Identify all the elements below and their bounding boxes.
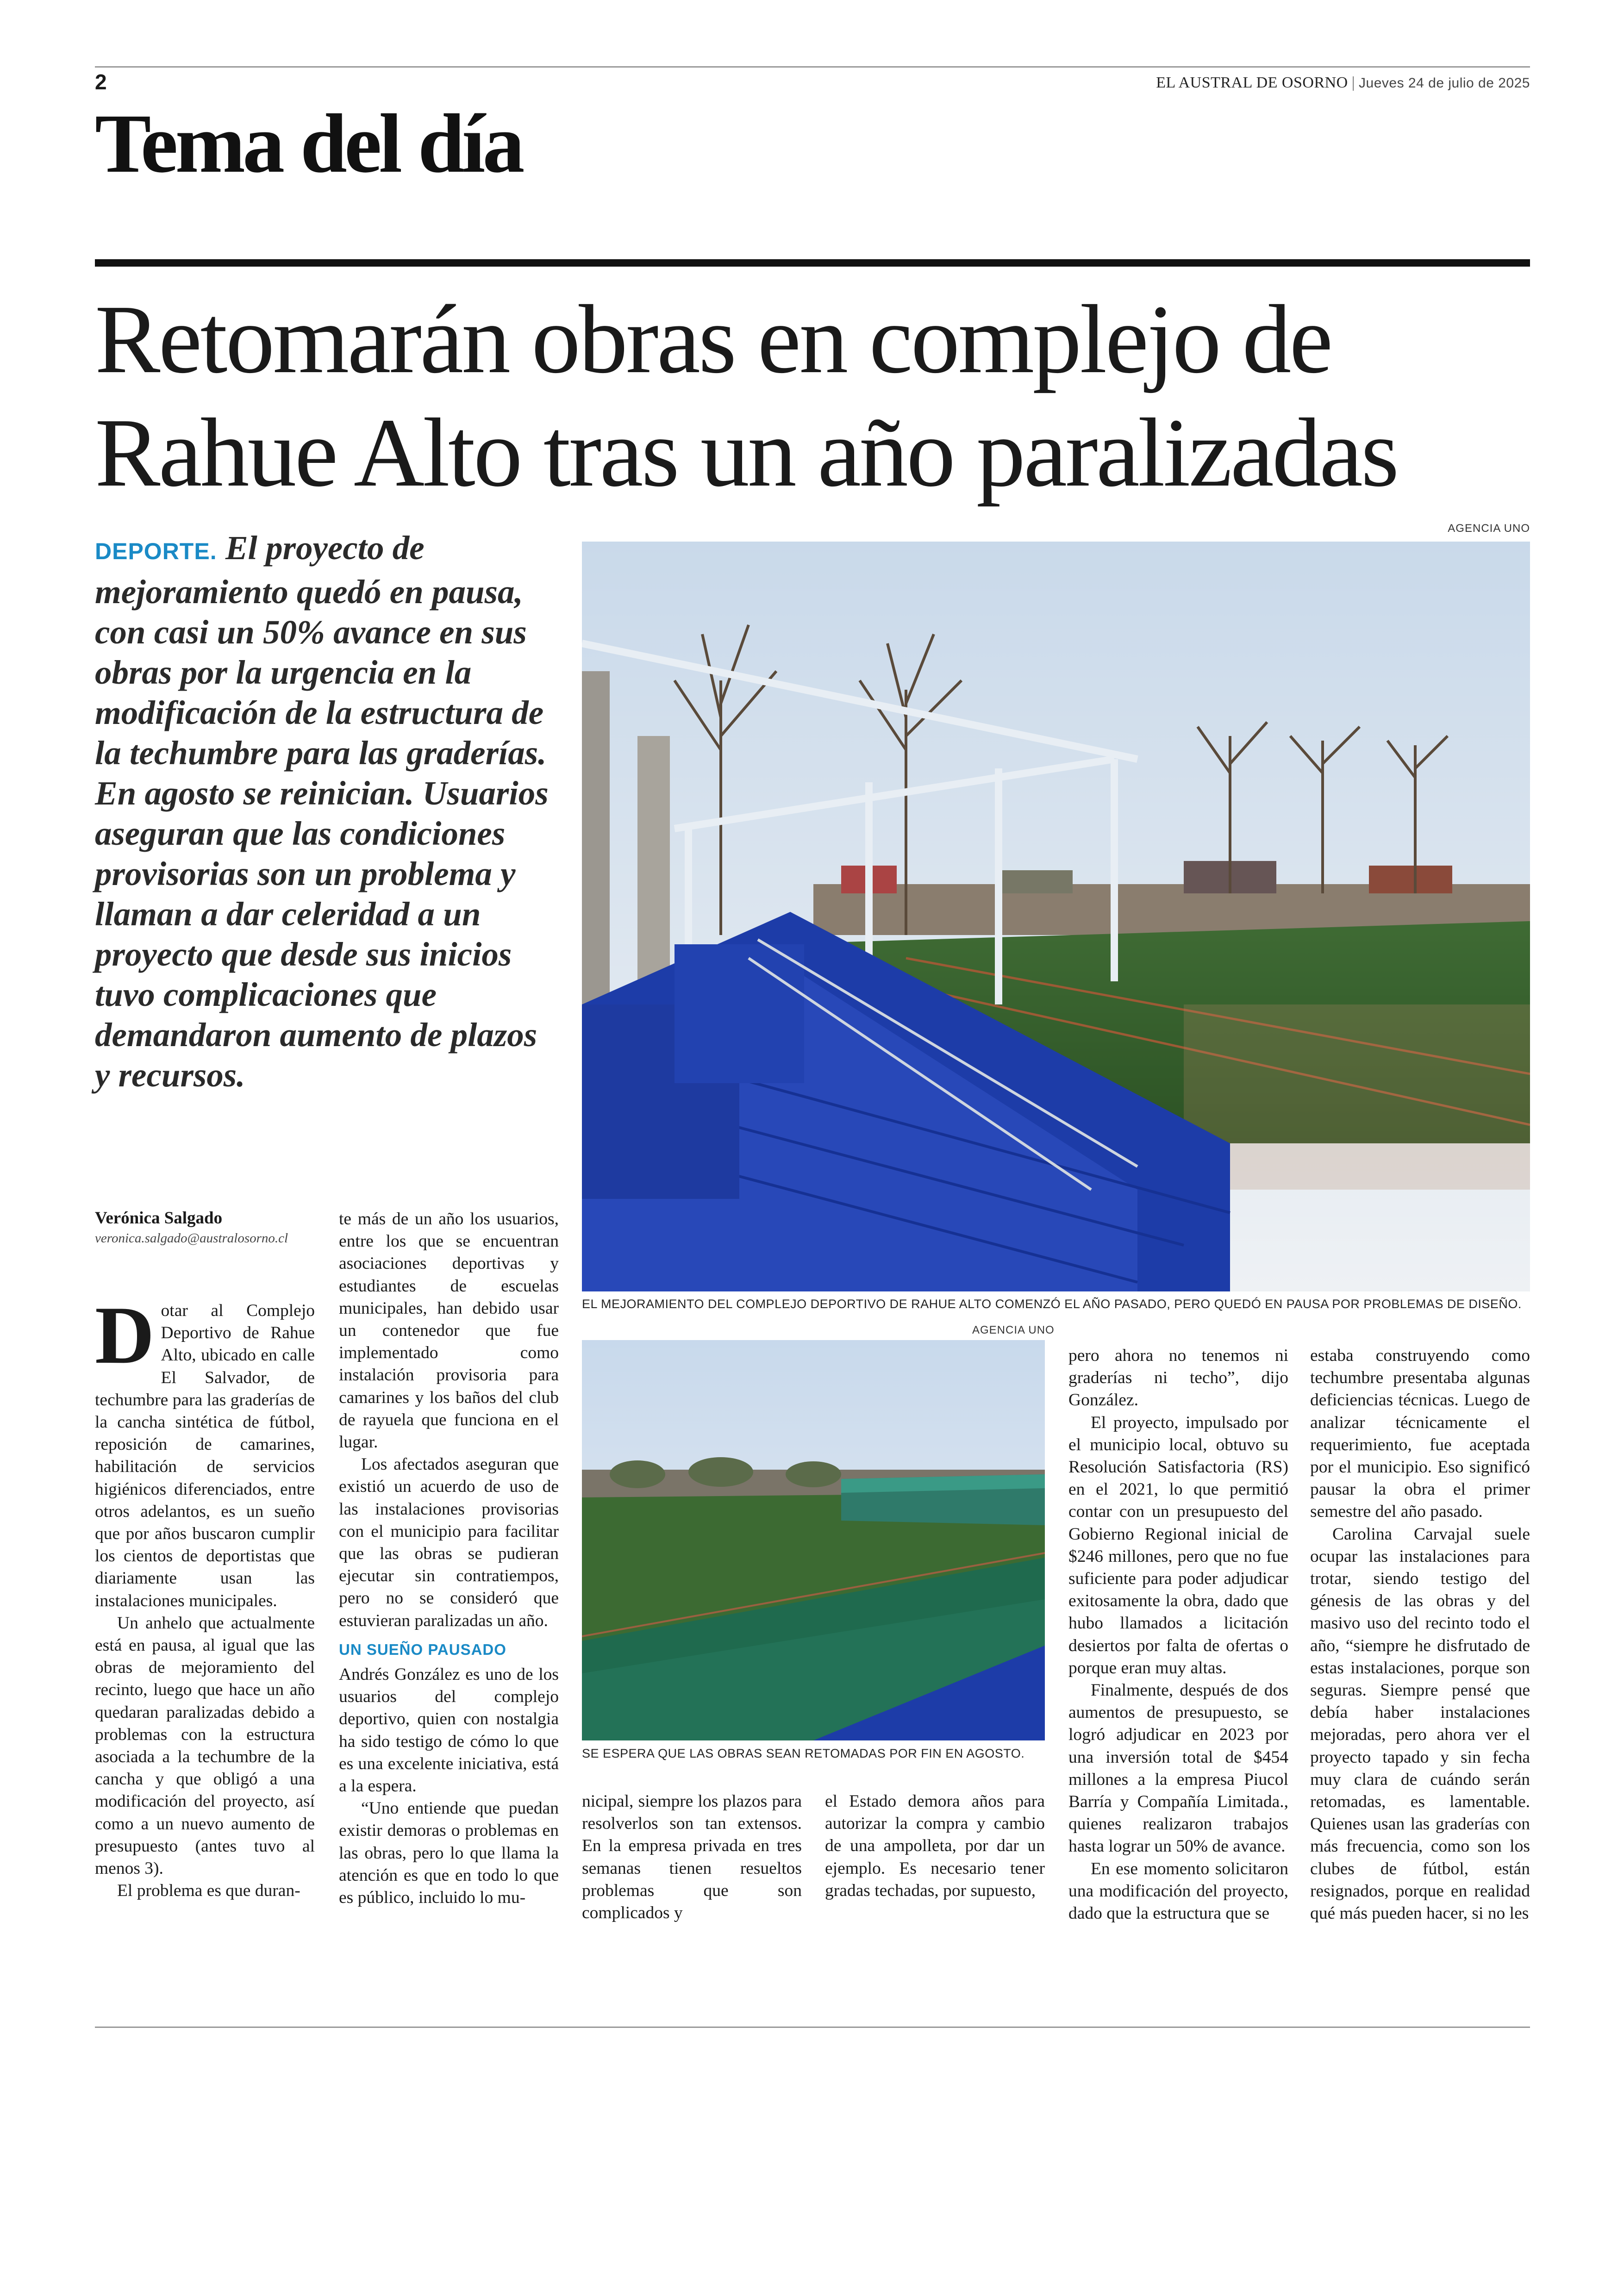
article-column-5: [1068, 1345, 1288, 1925]
article-paragraph: El proyecto, impulsado por el municipio local, obtuvo su Resolución Satisfactoria (RS) en el 2021, lo que permitió contar con un presupuesto del Gobierno Regional inicial de $246 millones, pero que no fue suficiente para poder adjudicar exitosamente la obra, dado que hubo llamados a licitación desiertos por falta de ofertas o porque eran muy altas.: [1068, 1413, 1288, 1678]
article-column-6: [1310, 1345, 1530, 1925]
lead-text: El proyecto de mejoramiento quedó en pausa, con casi un 50% avance en sus obras por la urgencia en la modificación de la estructura de la techumbre para las graderías. En agosto se reinician. Usuarios aseguran que las condiciones provisorias son un problema y llaman a dar celeridad a un proyecto que desde sus inicios tuvo complicaciones que demandaron aumento de plazos y recursos.: [95, 529, 549, 1094]
section-title: Tema del día: [95, 97, 522, 190]
byline: [95, 1208, 317, 1246]
article-paragraph: En ese momento solicitaron una modificación del proyecto, dado que la estructura que se: [1068, 1859, 1288, 1923]
top-rule: [95, 66, 1530, 68]
publication-name: EL AUSTRAL DE OSORNO: [1156, 74, 1348, 91]
article-paragraph: el Estado demora años para autorizar la compra y cambio de una ampolleta, por dar un ejemplo. Es necesario tener gradas techadas, por supuesto,: [825, 1792, 1045, 1900]
second-photo-credit: AGENCIA UNO: [972, 1324, 1055, 1336]
article-paragraph: estaba construyendo como techumbre presentaba algunas deficiencias técnicas. Luego de analizar técnicamente el requerimiento, fue aceptada por el municipio. Eso significó pausar la obra el primer semestre del año pasado.: [1310, 1346, 1530, 1522]
article-column-3: [582, 1790, 802, 1924]
main-photo-caption: EL MEJORAMIENTO DEL COMPLEJO DEPORTIVO DE RAHUE ALTO COMENZÓ EL AÑO PASADO, PERO QUEDÓ EN PAUSA POR PROBLEMAS DE DISEÑO.: [582, 1297, 1522, 1311]
article-paragraph: Los afectados aseguran que existió un acuerdo de uso de las instalaciones provisorias con el municipio para facilitar que las obras se pudieran ejecutar sin contratiempos, pero no se consideró que estuvieran paralizadas un año.: [339, 1455, 559, 1630]
masthead-separator: |: [1351, 74, 1355, 91]
article-paragraph: Finalmente, después de dos aumentos de presupuesto, se logró adjudicar en 2023 por una inversión total de $454 millones a la empresa Piucol Barría y Compañía Limitada., quienes realizaron trabajos hasta lograr un 50% de avance.: [1068, 1681, 1288, 1856]
main-photo: [582, 542, 1530, 1291]
field-view-illustration: [582, 1340, 1045, 1740]
lead-kicker: DEPORTE.: [95, 538, 217, 564]
article-paragraph: te más de un año los usuarios, entre los que se encuentran asociaciones deportivas y estudiantes de escuelas municipales, han debido usar un contenedor que fue implementado como instalación provisoria para camarines y los baños del club de rayuela que funciona en el lugar.: [339, 1210, 559, 1452]
lead-paragraph: [95, 528, 558, 1095]
article-paragraph: Carolina Carvajal suele ocupar las instalaciones para trotar, siendo testigo del génesis de las obras y del masivo uso del recinto todo el año, “siempre he disfrutado de estas instalaciones, porque son seguras. Siempre pensé que debía haber instalaciones mejoradas, pero ahora ver el proyecto tapado y sin fecha muy clara de cuándo serán retomadas, es lamentable. Quienes usan las graderías con más frecuencia, como son los clubes de fútbol, están resignados, porque en realidad qué más pueden hacer, si no les: [1310, 1524, 1530, 1923]
article-column-1: [95, 1289, 315, 1902]
bottom-rule: [95, 2027, 1530, 2028]
article-paragraph: nicipal, siempre los plazos para resolverlos son tan extensos. En la empresa privada en tres semanas tienen resueltos problemas que son complicados y: [582, 1792, 802, 1923]
page-number: 2: [95, 70, 107, 94]
author-email: veronica.salgado@australosorno.cl: [95, 1231, 288, 1246]
second-photo-caption: SE ESPERA QUE LAS OBRAS SEAN RETOMADAS POR FIN EN AGOSTO.: [582, 1746, 1025, 1760]
drop-cap: D: [95, 1289, 155, 1381]
issue-date: Jueves 24 de julio de 2025: [1359, 75, 1530, 91]
stadium-stands-illustration: [582, 542, 1530, 1291]
masthead: [1156, 74, 1530, 92]
article-paragraph: El problema es que duran-: [117, 1881, 300, 1901]
main-photo-credit: AGENCIA UNO: [1448, 522, 1530, 535]
article-paragraph: pero ahora no tenemos ni graderías ni techo”, dijo González.: [1068, 1346, 1288, 1410]
article-column-2: [339, 1208, 559, 1909]
author-name: Verónica Salgado: [95, 1209, 223, 1228]
second-photo: [582, 1340, 1045, 1740]
article-paragraph: Un anhelo que actualmente está en pausa, al igual que las obras de mejoramiento del recinto, luego que hace un año quedaran paralizadas debido a problemas con la estructura asociada a la techumbre de la cancha y que obligó a una modificación del proyecto, así como a un nuevo aumento de presupuesto (antes tuvo al menos 3).: [95, 1613, 315, 1878]
headline: Retomarán obras en complejo de Rahue Alto tras un año paralizadas: [95, 285, 1398, 507]
section-rule: [95, 259, 1530, 267]
article-paragraph: otar al Complejo Deportivo de Rahue Alto, ubicado en calle El Salvador, de techumbre para las graderías de la cancha sintética de fútbol, reposición de camarines, habilitación de servicios higiénicos diferenciados, entre otros adelantos, es un sueño que por años buscaron cumplir los cientos de deportistas que diariamente usan las instalaciones municipales.: [95, 1301, 315, 1610]
article-column-4: [825, 1790, 1045, 1902]
article-paragraph: Andrés González es uno de los usuarios del complejo deportivo, quien con nostalgia ha sido testigo de cómo lo que es una excelente iniciativa, está a la espera.: [339, 1665, 559, 1796]
article-paragraph: “Uno entiende que puedan existir demoras o problemas en las obras, pero lo que llama la atención es que en todo lo que es público, incluido lo mu-: [339, 1799, 559, 1908]
article-subhead: UN SUEÑO PAUSADO: [339, 1640, 506, 1658]
